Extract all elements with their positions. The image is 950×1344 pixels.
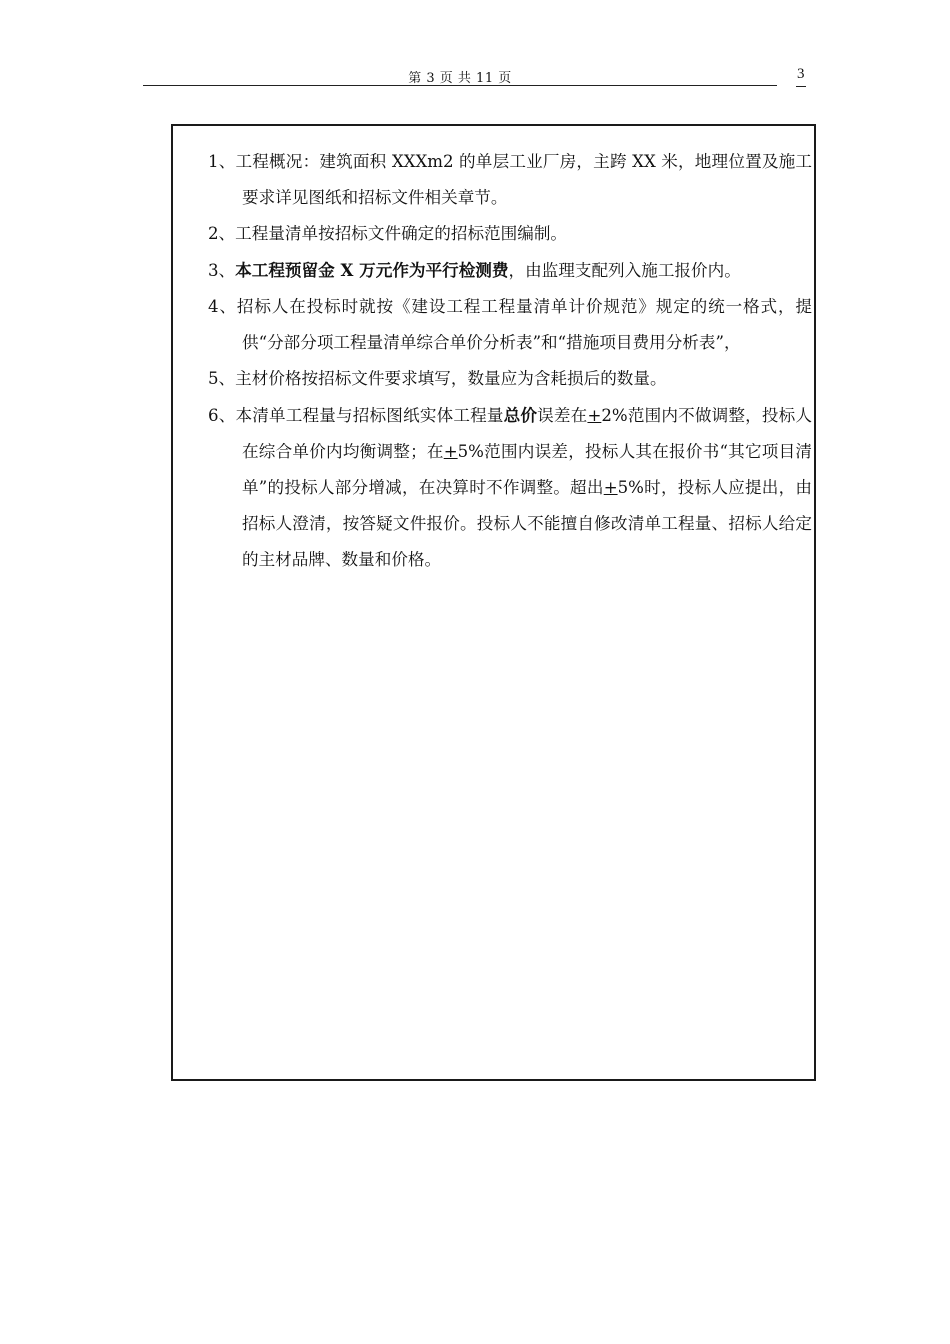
note-item-2 — [208, 216, 812, 252]
page-info-header: 第 3 页 共 11 页 — [408, 71, 512, 86]
note-text: 工程概况：建筑面积 XXXm2 的单层工业厂房，主跨 XX 米，地理位置及施工要求详见图纸和招标文件相关章节。 — [235, 152, 812, 207]
page-number: 3 — [797, 66, 805, 82]
note-text: 误差在 — [537, 406, 588, 425]
plus-minus-sign: + — [587, 406, 602, 425]
note-text: 2%范围内不做调整，投标人在综合单价内均衡调整；在 — [242, 406, 813, 461]
note-number: 1、 — [208, 152, 236, 171]
note-item-3 — [208, 252, 812, 289]
note-text: 本清单工程量与招标图纸实体工程量 — [235, 406, 504, 425]
note-text: 招标人在投标时就按《建设工程工程量清单计价规范》规定的统一格式，提供“分部分项工程量清单综合单价分析表”和“措施项目费用分析表”， — [236, 297, 812, 352]
note-item-4 — [208, 289, 812, 361]
header-divider — [143, 85, 777, 86]
notes-list — [208, 144, 812, 578]
note-text: 主材价格按招标文件要求填写，数量应为含耗损后的数量。 — [235, 369, 667, 388]
note-bold-text: 总价 — [503, 405, 538, 425]
note-number: 4、 — [208, 297, 237, 316]
note-number: 6、 — [208, 406, 236, 425]
note-text: 5%时，投标人应提出，由招标人澄清，按答疑文件报价。投标人不能擅自修改清单工程量、招标人给定的主材品牌、数量和价格。 — [242, 478, 813, 569]
note-number: 3、 — [208, 261, 236, 280]
plus-minus-sign: + — [603, 478, 618, 497]
note-text: ，由监理支配列入施工报价内。 — [508, 261, 741, 280]
plus-minus-sign: + — [443, 442, 458, 461]
note-item-1 — [208, 144, 812, 216]
page-number-underline — [796, 86, 806, 87]
note-text: 工程量清单按招标文件确定的招标范围编制。 — [235, 224, 568, 243]
note-bold-text: 本工程预留金 X 万元作为平行检测费 — [235, 260, 509, 280]
note-number: 5、 — [208, 369, 236, 388]
note-item-5 — [208, 361, 812, 397]
note-text: 5%范围内误差，投标人其在报价书“其它项目清单”的投标人部分增减，在决算时不作调整。超出 — [242, 442, 812, 497]
note-number: 2、 — [208, 224, 236, 243]
note-item-6 — [208, 397, 812, 578]
